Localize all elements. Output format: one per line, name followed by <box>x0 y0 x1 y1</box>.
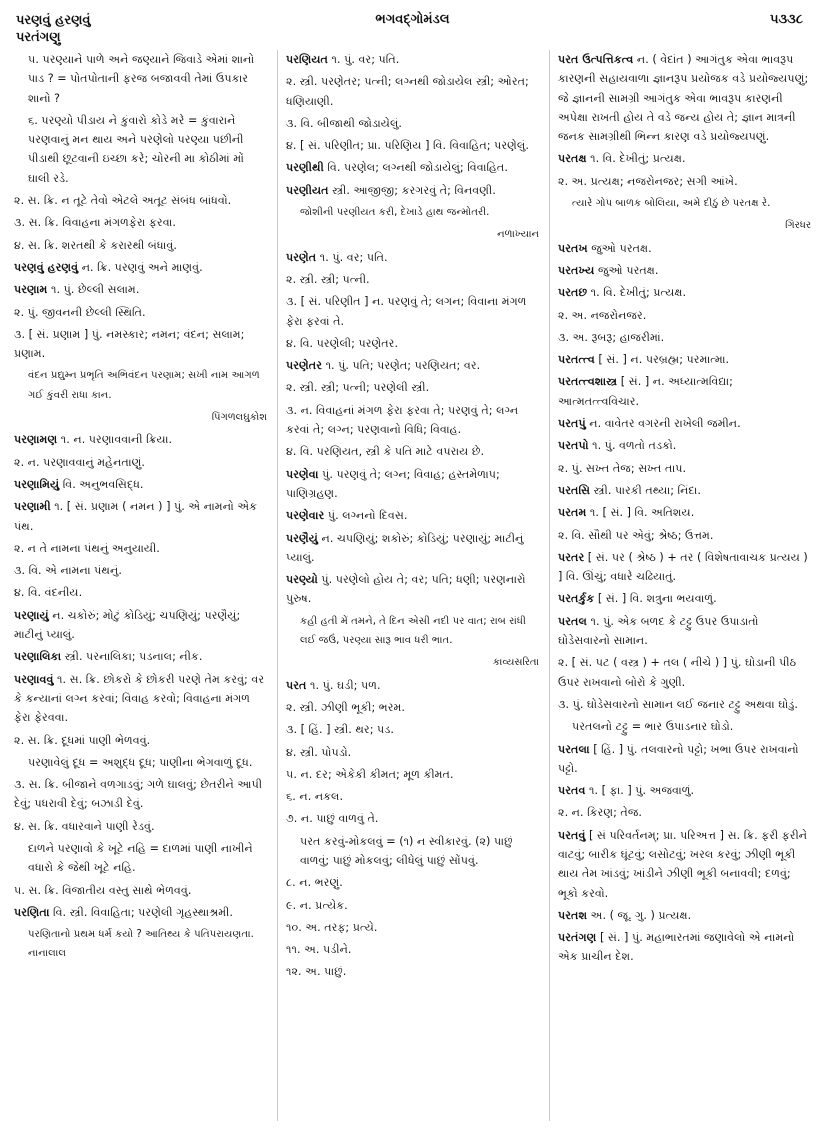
entry-sense <box>558 803 811 822</box>
quotation <box>286 612 539 651</box>
definition-text: ૮. ન. ભરણું. <box>286 876 343 890</box>
column-2 <box>277 50 539 1121</box>
definition-text: સ્ત્રી. પરનાલિકા; પડનાલ; નીક. <box>61 650 203 664</box>
definition-text: પરત કરવું-મોકલવું = (૧) ન સ્વીકારવું. (૨) પાછું વાળવું; પાછું મોકલવું; લીધેલું પાછું સોંપવું. <box>300 834 513 867</box>
definition-text: [ સં. ] ન. અધ્યાત્મવિદ્યા; આત્મતત્ત્વવિચાર. <box>558 375 733 408</box>
dictionary-entry <box>286 676 539 695</box>
entry-sense <box>14 453 267 472</box>
definition-text: ૧. પું. છેલ્લી સલામ. <box>47 283 140 297</box>
headword: પરતમ <box>558 506 587 520</box>
quotation <box>558 194 811 213</box>
definition-text: ૫. ન. દર; એકેકી કીમત; મૂળ કીમત. <box>286 767 454 781</box>
headword: પરણિયત <box>286 53 328 66</box>
guide-word-last: પરતંગણુ <box>16 30 61 45</box>
headword: પરતલા <box>558 742 590 756</box>
headword: પરણાવવું <box>14 672 54 686</box>
definition-text: ૨. પું. જીવનની છેલ્લી સ્થિતિ. <box>14 305 146 319</box>
headword: પરતશ <box>558 908 588 922</box>
definition-text: પિંગળલઘુકોશ <box>211 412 267 424</box>
definition-text: ૧. પું. એક બળદ કે ટટ્ટુ ઉપર ઉપાડાતો ઘોડેસવારનો સામાન. <box>558 614 759 648</box>
definition-text: વિ. સ્ત્રી. વિવાહિતા; પરણેલી ગૃહસ્થાશ્રમી. <box>49 905 233 919</box>
definition-text: [ સં. ] પું. મહાભારતમાં જણાવેલો એ નામનો એક પ્રાચીન દેશ. <box>558 931 795 964</box>
definition-text: જુઓ પરતક્ષ. <box>587 241 652 255</box>
entry-sense <box>558 695 811 714</box>
entry-sense <box>286 292 539 331</box>
definition-text: ૧૦. અ. તરફ; પ્રત્યે. <box>286 920 378 934</box>
definition-text: કાવ્યસરિતા <box>492 657 539 669</box>
dictionary-entry <box>286 570 539 609</box>
headword: પરતવું <box>558 828 586 842</box>
definition-text: ૨. ન તે નામના પંથનું અનુયાયી. <box>14 541 160 555</box>
definition-text: [ સં. ] ન. પરબ્રહ્મ; પરમાત્મા. <box>594 353 730 367</box>
definition-text: ૧. [ સં. ] વિ. અતિશય. <box>586 506 695 520</box>
citation-source <box>286 653 539 672</box>
entry-sense <box>14 236 267 255</box>
entry-sense <box>558 459 811 478</box>
definition-text: ૧. પું. વર; પતિ. <box>316 250 388 264</box>
definition-text: ૨. અ. નજરોનજર. <box>558 308 647 322</box>
dictionary-entry <box>558 149 811 168</box>
headword: પરણેત <box>286 250 317 264</box>
entry-sense <box>558 172 811 191</box>
headword: પરત ઉત્પત્તિકત્વ <box>558 53 634 66</box>
headword: પરણવું હરણવું <box>14 260 79 274</box>
definition-text: વિ. પરણેલ; લગ્નથી જોડાયેલું; વિવાહિત. <box>323 161 508 175</box>
entry-sense <box>286 809 539 828</box>
definition-text: ૩. વિ. એ નામના પંથનું. <box>14 564 122 578</box>
definition-text: ન. વાવેતર વગરની રાખેલી જમીન. <box>585 417 741 431</box>
definition-text: જુઓ પરતક્ષ. <box>594 263 659 277</box>
page-number: ૫૩૩૮ <box>769 12 803 27</box>
definition-text: ૧. સ. ક્રિ. છોકરો કે છોકરી પરણે તેમ કરવું; વર કે કન્યાનાં લગ્ન કરવાં; વિવાહ કરવો; વિવાહના મંગળ ફેરા ફેરવવા. <box>14 672 265 725</box>
headword: પરતર <box>558 550 585 564</box>
dictionary-entry <box>14 430 267 449</box>
dictionary-entry <box>14 647 267 666</box>
definition-text: ૫. સ. ક્રિ. વિજાતીય વસ્તુ સાથે ભેળવવું. <box>14 883 192 897</box>
definition-text: ૬. પરણ્યો પીડાય ને કુંવારો કોડે મરે = કુંવારાને પરણવાનું મન થાય અને પરણેલો પરણ્યા પછીની પીડાથી છૂટવાની ઇચ્છા કરે; ચોરની મા કોઠીમાં મોં ઘાલી રડે. <box>28 113 244 185</box>
headword: પરણૈયું <box>286 531 318 545</box>
definition-text: ૨. સ્ત્રી. પરણેતર; પત્ની; લગ્નથી જોડાયેલ સ્ત્રી; ઓરત; ધણિયાણી. <box>286 75 529 108</box>
definition-text: ૪. વિ. પરણિયત, સ્ત્રી કે પતિ માટે વપરાય છે. <box>286 445 485 459</box>
headword: પરણામી <box>14 500 51 514</box>
headword: પરણાલિકા <box>14 650 62 664</box>
definition-text: ગિરધર <box>785 220 811 232</box>
dictionary-entry <box>286 158 539 177</box>
definition-text: ૧૨. અ. પાછું. <box>286 965 347 979</box>
dictionary-entry <box>558 372 811 411</box>
headword: પરતંગણ <box>558 931 597 945</box>
definition-text: ૬. ન. નકલ. <box>286 790 344 804</box>
definition-text: ૩. ન. વિવાહનાં મંગળ ફેરા ફરવા તે; પરણવું તે; લગ્ન કરવાં તે; લગ્ન; પરણવાનો વિધિ; વિવાહ. <box>286 403 519 437</box>
definition-text: ૩. અ. રૂબરૂ; હાજરીમાં. <box>558 330 665 344</box>
definition-text: ન. ક્રિ. પરણવું અને માણવું. <box>78 260 203 274</box>
entry-sense <box>286 270 539 289</box>
definition-text: ૪. [ સં. પરિણીત; પ્રા. પરિણિય ] વિ. વિવાહિત; પરણેલું. <box>286 139 529 153</box>
definition-text: ૯. ન. પ્રત્યેક. <box>286 898 348 912</box>
headword: પરત <box>286 678 307 692</box>
entry-sense <box>286 698 539 717</box>
definition-text: ૨. [ સં. પટ ( વસ્ત્ર ) + તલ ( નીચે ) ] પું. ઘોડાની પીઠ ઉપર રાખવાનો બોરો કે ગુણી. <box>558 656 797 689</box>
dictionary-entry <box>286 181 539 200</box>
headword: પરતખ <box>558 241 588 255</box>
definition-text: [ સં પરિવર્તનમ્; પ્રા. પરિઅત્ત ] સ. ક્રિ. ફરી ફરીને વાટવું; બારીક ઘૂંટવું; લસોટવું; ખરલ કરવું; ઝીણી ભૂકી થાય તેમ ખાંડવું; ખાંડીને ઝીણી ભૂકી બનાવવી; દળવું; ભૂકો કરવો. <box>558 828 808 900</box>
entry-sense <box>286 962 539 981</box>
definition-text: વંદન પ્રદ્યુમ્ન પ્રભૃતિ અભિવંદન પરણામ; સખી નામ આગળ ગઈ કુંવરી રાધા કાન. <box>28 370 260 401</box>
definition-text: ૧૧. અ. પડીને. <box>286 943 352 957</box>
headword: પરતત્ત્વશાસ્ત્ર <box>558 375 618 389</box>
headword: પરતસિ <box>558 483 591 497</box>
definition-text: ૪. વિ. પરણેલી; પરણેતર. <box>286 336 399 350</box>
definition-text: ૩. સ. ક્રિ. વિવાહના મંગળફેરા ફરવા. <box>14 216 176 230</box>
entry-sense <box>286 114 539 133</box>
definition-text: ૩. પું. ઘોડેસવારનો સામાન લઈ જનાર ટટ્ટુ અથવા ઘોડું. <box>558 697 798 711</box>
entry-sense <box>14 583 267 602</box>
entry-sense <box>14 111 267 188</box>
entry-sense <box>14 191 267 210</box>
entry-sense <box>286 918 539 937</box>
dictionary-entry <box>286 506 539 525</box>
headword: પરતવ <box>558 784 586 798</box>
dictionary-entry <box>558 414 811 433</box>
definition-text: દાળને પરણાવો કે ખૂટે નહિ = દાળમાં પાણી નાખીને વધારો કે જેથી ખૂટે નહિ. <box>28 841 253 875</box>
definition-text: પું. લગ્નનો દિવસ. <box>324 509 408 523</box>
entry-sense <box>286 873 539 892</box>
entry-sense <box>286 896 539 915</box>
dictionary-entry <box>286 50 539 69</box>
column-1 <box>14 50 267 1121</box>
entry-sense <box>286 940 539 959</box>
entry-sense <box>14 325 267 364</box>
headword: પરણીથી <box>286 161 324 175</box>
dictionary-entry <box>558 436 811 455</box>
definition-text: ત્યારે ગોપ બાળક બોલિયા, અમે દીઠું છે પરતક્ષ રે. <box>572 198 771 210</box>
entry-sense <box>558 306 811 325</box>
definition-text: ૨. સ્ત્રી. ઝીણી ભૂકી; ભરમ. <box>286 700 405 714</box>
dictionary-entry <box>14 497 267 536</box>
dictionary-entry <box>14 258 267 277</box>
entry-sense <box>558 526 811 545</box>
dictionary-entry <box>558 928 811 967</box>
entry-sense <box>14 561 267 580</box>
entry-sense <box>286 334 539 353</box>
headword: પરણેતર <box>286 359 323 373</box>
definition-text: ૨. સ. ક્રિ. ન તૂટે તેવો એટલે અતૂટ સંબંધ બાંધવો. <box>14 194 232 208</box>
definition-text: ન. ચકોરું; મોટું કોડિયું; ચપણિયું; પરણૈયું; માટીનું પ્યાલું. <box>14 608 241 642</box>
headword: પરણિતા <box>14 905 50 919</box>
entry-sense <box>286 743 539 762</box>
definition-text: વિ. અનુભવસિદ્ધ. <box>59 477 144 491</box>
definition-text: ૧. વિ. દેખીતું; પ્રત્યક્ષ. <box>587 286 687 300</box>
citation-source <box>558 216 811 235</box>
headword: પરતછ <box>558 286 588 300</box>
dictionary-entry <box>558 589 811 608</box>
dictionary-entry <box>558 261 811 280</box>
definition-text: ૨. વિ. સૌથી પર એવું; શ્રેષ્ઠ; ઉત્તમ. <box>558 528 714 542</box>
quotation <box>14 925 267 964</box>
entry-sense <box>14 50 267 108</box>
headword: પરતખ્ય <box>558 263 595 277</box>
quotation <box>14 366 267 405</box>
definition-text: સ્ત્રી. પારકી તથ્યા; નિંદા. <box>590 483 701 497</box>
definition-text: ૪. સ. ક્રિ. શરતથી કે કરારથી બંધાવું. <box>14 238 177 252</box>
definition-text: જોશીની પરણીયત કરી, દેખાડે હાથ જન્મોતરી. <box>300 207 490 219</box>
definition-text: પું. પરણવું તે; લગ્ન; વિવાહ; હસ્તમેળાપ; પાણિગ્રહણ. <box>286 467 500 500</box>
dictionary-entry <box>286 529 539 568</box>
dictionary-entry <box>558 826 811 903</box>
definition-text: ૨. સ. ક્રિ. દૂધમાં પાણી ભેળવવું. <box>14 733 151 747</box>
headword: પરણામિયું <box>14 477 60 491</box>
citation-source <box>14 408 267 427</box>
dictionary-entry <box>14 475 267 494</box>
dictionary-body <box>14 50 811 1121</box>
definition-text: પરણાવેલું દૂધ = અશુદ્ધ દૂધ; પાણીના ભેગવાળું દૂધ. <box>28 755 253 769</box>
guide-word-first: પરણવું હરણવું <box>16 13 91 28</box>
entry-sense <box>286 765 539 784</box>
dictionary-entry <box>558 481 811 500</box>
definition-text: સ્ત્રી. આજીજી; કરગરવું તે; વિનવણી. <box>328 183 496 197</box>
dictionary-entry <box>558 283 811 302</box>
entry-sense <box>14 775 267 814</box>
dictionary-entry <box>558 548 811 587</box>
definition-text: અ. ( જૂ. ગુ. ) પ્રત્યક્ષ. <box>587 908 692 922</box>
definition-text: ૧. ન. પરણાવવાની ક્રિયા. <box>57 433 172 447</box>
definition-text: ૨. પું. સખ્ત તેજ; સખ્ત તાપ. <box>558 461 687 475</box>
entry-sense <box>286 787 539 806</box>
entry-sense <box>14 731 267 750</box>
definition-text: ૨. ન. કિરણ; તેજ. <box>558 806 642 820</box>
definition-text: ૩. [ હિં. ] સ્ત્રી. થર; પડ. <box>286 723 394 737</box>
entry-sense <box>286 72 539 111</box>
definition-text: ૧. પું. વર; પતિ. <box>327 53 400 66</box>
dictionary-entry <box>14 903 267 922</box>
headword: પરતપો <box>558 439 589 453</box>
entry-sense <box>558 717 811 736</box>
dictionary-entry <box>558 239 811 258</box>
headword: પરણામણ <box>14 433 58 447</box>
definition-text: ૨. સ્ત્રી. સ્ત્રી; પત્ની; પરણેલી સ્ત્રી. <box>286 381 430 395</box>
entry-sense <box>558 328 811 347</box>
definition-text: ૪. સ્ત્રી. પોપડો. <box>286 745 352 759</box>
dictionary-entry <box>558 906 811 925</box>
definition-text: ૩. વિ. બીજાથી જોડાયેલું. <box>286 116 402 130</box>
definition-text: ન. ચપણિયું; શકોરું; કોડિયું; પરણાયું; માટીનું પ્યાલું. <box>286 531 524 564</box>
dictionary-entry <box>14 280 267 299</box>
headword: પરતર્કુક <box>558 592 595 606</box>
headword: પરતલ <box>558 614 587 628</box>
entry-sense <box>14 839 267 878</box>
definition-text: ૪. સ. ક્રિ. વધારવાને પાણી રેડવું. <box>14 819 155 833</box>
definition-text: ન. ( વેદાંત ) આગંતુક એવા ભાવરૂપ કારણની સહાયવાળા જ્ઞાનરૂપ પ્રયોજક વડે પ્રયોજ્યપણું; જે જ્ઞાનની સામગ્રી આગંતુક એવા ભાવરૂપ કારણની અપેક્ષા રાખતી હોય તે વડે જન્ય હોય તે; જ્ઞાન માત્રની જનક સામગ્રીથી ભિન્ન કારણ વડે પ્રયોજ્યપણું. <box>558 53 809 144</box>
dictionary-entry <box>558 612 811 651</box>
dictionary-entry <box>558 781 811 800</box>
definition-text: ૩. [ સં. પરિણીત ] ન. પરણવું તે; લગન; વિવાના મંગળ ફેરા ફરવાં તે. <box>286 295 527 328</box>
headword: પરતપું <box>558 417 586 431</box>
dictionary-entry <box>558 740 811 779</box>
headword: પરતત્ત્વ <box>558 353 595 367</box>
definition-text: ૫. પરણ્યાને પાળે અને જણ્યાને જિવાડે એમાં શાનો પાડ ? = પોતપોતાની ફરજ બજાવવી તેમાં ઉપકાર શાનો ? <box>28 53 255 105</box>
dictionary-entry <box>558 503 811 522</box>
headword: પરતક્ષ <box>558 152 587 166</box>
definition-text: પરતલનો ટટ્ટુ = ભાર ઉપાડનાર ઘોડો. <box>572 720 734 734</box>
entry-sense <box>286 442 539 461</box>
citation-source <box>286 225 539 244</box>
entry-sense <box>14 303 267 322</box>
definition-text: ૧. [ સં. પ્રણામ ( નમન ) ] પું. એ નામનો એક પંથ. <box>14 500 258 533</box>
dictionary-entry <box>558 50 811 146</box>
dictionary-entry <box>286 356 539 375</box>
dictionary-entry <box>558 350 811 369</box>
definition-text: ૨. અ. પ્રત્યક્ષ; નજરોનજર; સગી આંખે. <box>558 174 738 188</box>
quotation <box>286 203 539 222</box>
page-header <box>0 12 825 52</box>
definition-text: [ હિં. ] પું. તલવારનો પટ્ટો; ખભા ઉપર રાખવાનો પટ્ટો. <box>558 742 799 775</box>
definition-text: ૪. વિ. વંદનીય. <box>14 586 83 600</box>
definition-text: કહી હતી મેં તમને, તે દિન એસી નદી પર વાત; રાબ રાંધી લઈ જઉં, પરણ્યા સારૂ ભાવ ધરી ભાત. <box>300 615 526 647</box>
headword: પરણેવા <box>286 467 319 481</box>
definition-text: પરણિતાનો પ્રથમ ધર્મ કયો ? આતિથ્ય કે પતિપરાયણતા. નાનાલાલ <box>28 929 254 960</box>
column-3 <box>549 50 811 1121</box>
entry-sense <box>14 213 267 232</box>
headword: પરણેવાર <box>286 509 325 523</box>
dictionary-entry <box>286 465 539 504</box>
entry-sense <box>286 720 539 739</box>
dictionary-entry <box>14 670 267 728</box>
dictionary-entry <box>286 248 539 267</box>
entry-sense <box>14 753 267 772</box>
definition-text: ૧. [ ફા. ] પું. અજવાળું. <box>585 784 695 798</box>
entry-sense <box>286 401 539 440</box>
entry-sense <box>14 881 267 900</box>
definition-text: ૭. ન. પાછું વાળવું તે. <box>286 812 379 826</box>
headword: પરણીયત <box>286 183 329 197</box>
headword: પરણામ <box>14 283 48 297</box>
entry-sense <box>286 832 539 871</box>
dictionary-entry <box>14 606 267 645</box>
definition-text: ૩. [ સં. પ્રણામ ] પું. નમસ્કાર; નમન; વંદન; સલામ; પ્રણામ. <box>14 327 245 361</box>
definition-text: ૧. વિ. દેખીતું; પ્રત્યક્ષ. <box>586 152 686 166</box>
definition-text: ૧. પું. વળતો તડકો. <box>588 439 677 453</box>
entry-sense <box>558 653 811 692</box>
book-title: ભગવદ્ગોમંડલ <box>375 12 450 27</box>
definition-text: નળાખ્યાન <box>497 229 539 241</box>
entry-sense <box>14 817 267 836</box>
definition-text: [ સં. ] વિ. શત્રુના ભયવાળું. <box>594 592 717 606</box>
definition-text: પું. પરણેલો હોય તે; વર; પતિ; ધણી; પરણનારો પુરુષ. <box>286 573 526 606</box>
entry-sense <box>286 378 539 397</box>
headword: પરણાયું <box>14 608 49 622</box>
definition-text: ૨. સ્ત્રી. સ્ત્રી; પત્ની. <box>286 272 370 286</box>
definition-text: ૧. પું. પતિ; પરણેત; પરણિયત; વર. <box>322 359 481 373</box>
definition-text: [ સં. પર ( શ્રેષ્ઠ ) + તર ( વિશેષતાવાચક પ્રત્યય ) ] વિ. ઊંચું; વધારે ચઢિયાતું. <box>558 550 808 584</box>
headword: પરણ્યો <box>286 573 318 587</box>
definition-text: ૧. પું. ઘડી; પળ. <box>306 678 381 692</box>
definition-text: ૨. ન. પરણાવવાનું મહેનતાણું. <box>14 455 145 469</box>
definition-text: ૩. સ. ક્રિ. બીજાને વળગાડવું; ગળે ઘાલવું; છેતરીને આપી દેવું; પધરાવી દેવું; બઝાડી દેવું. <box>14 778 263 811</box>
entry-sense <box>286 136 539 155</box>
entry-sense <box>14 539 267 558</box>
